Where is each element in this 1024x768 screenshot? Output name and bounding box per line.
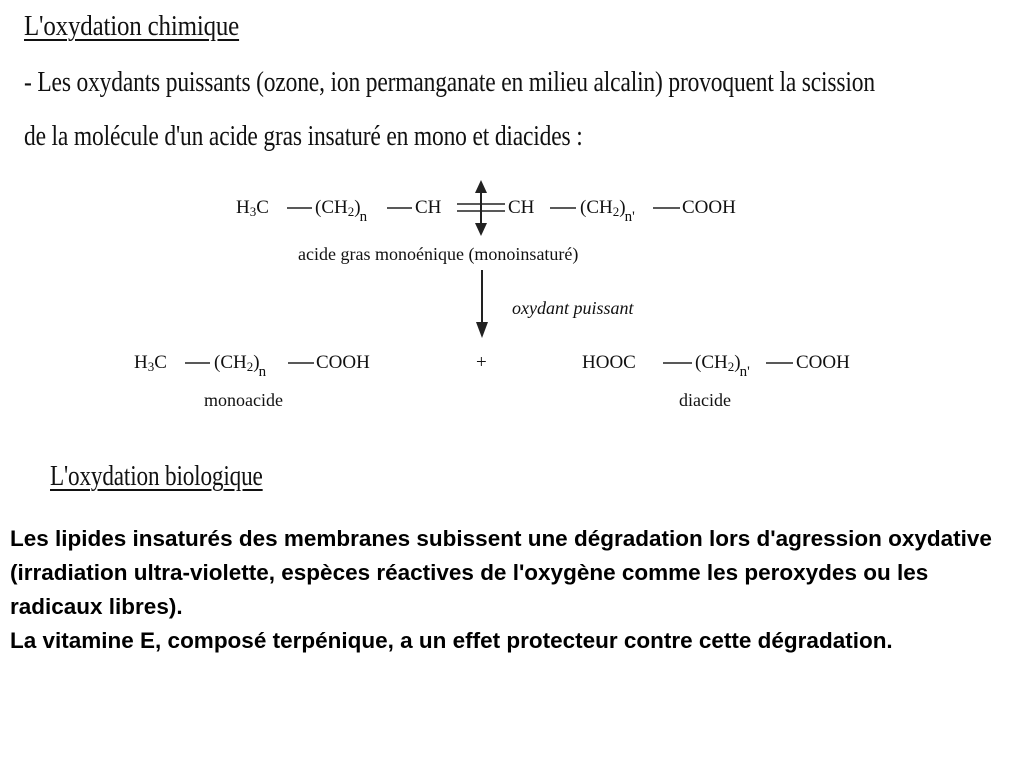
cleavage-arrow-up-head: [475, 180, 487, 193]
reactant-label: acide gras monoénique (monoinsaturé): [298, 244, 579, 264]
paragraph-vitamin-e: La vitamine E, composé terpénique, a un effet protecteur contre cette dégradation.: [10, 628, 893, 653]
product2-cooh: COOH: [796, 352, 850, 373]
body-text: [10, 522, 1010, 658]
reactant-ch-right: CH: [508, 197, 535, 218]
oxidant-label: oxydant puissant: [512, 298, 634, 318]
reaction-arrow-head: [476, 322, 488, 338]
intro-line-1: - Les oxydants puissants (ozone, ion permanganate en milieu alcalin) provoquent la scission: [24, 66, 875, 98]
reactant-h3c: $H_3C$: [236, 197, 269, 219]
reactant-cooh: COOH: [682, 197, 736, 218]
product1-cooh: COOH: [316, 352, 370, 373]
product1-h3c: $H_3C$: [134, 352, 167, 374]
product1-ch2-n: $(CH_2)_n$: [214, 352, 267, 380]
section-title-biological-oxidation: L'oxydation biologique: [50, 460, 263, 492]
reactant-ch-left: CH: [415, 197, 442, 218]
product2-label: diacide: [679, 390, 731, 410]
product2-ch2-n-prime: $(CH_2)_{n'}$: [695, 352, 750, 380]
intro-line-2: de la molécule d'un acide gras insaturé en mono et diacides :: [24, 120, 583, 152]
section-title-chemical-oxidation: L'oxydation chimique: [24, 10, 240, 42]
paragraph-lipid-degradation: Les lipides insaturés des membranes subissent une dégradation lors d'agression oxydative (irradiation ultra-violette, espèces réactives de l'oxygène comme les peroxydes ou les radicaux libres).: [10, 526, 992, 619]
reactant-ch2-n: $(CH_2)_n$: [315, 197, 368, 225]
product2-hooc: HOOC: [582, 352, 636, 373]
product1-label: monoacide: [204, 390, 283, 410]
reactant-ch2-n-prime: $(CH_2)_{n'}$: [580, 197, 635, 225]
plus-sign: +: [476, 352, 487, 373]
cleavage-arrow-down-head: [475, 223, 487, 236]
